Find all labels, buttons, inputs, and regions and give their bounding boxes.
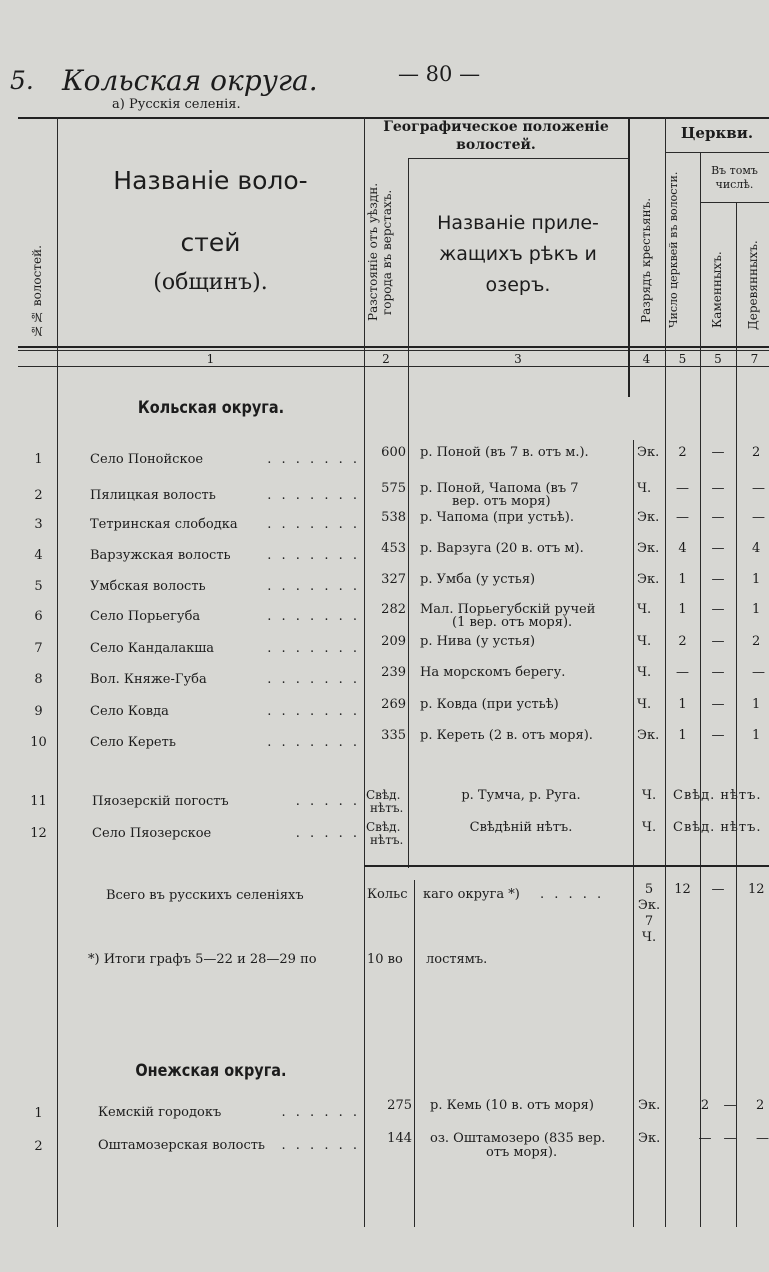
row-churches: 2 bbox=[678, 445, 687, 460]
row-wood: 1 bbox=[752, 697, 761, 712]
row-leader-dots: . . . . . . . bbox=[267, 488, 360, 503]
row-leader-dots: . . . . . . . bbox=[267, 735, 360, 750]
header-geo-group: Географическое положеніе волостей. bbox=[383, 119, 609, 153]
row-distance: 453 bbox=[381, 541, 406, 556]
row-stone: — bbox=[711, 602, 725, 617]
header-col-category: Разрядъ крестьянъ. bbox=[639, 197, 653, 323]
total-cat-3: 7 bbox=[644, 914, 654, 929]
total-mid: Кольс bbox=[367, 887, 408, 902]
header-col-number: №№ волостей. bbox=[30, 245, 44, 339]
row-distance: 275 bbox=[387, 1098, 412, 1113]
row-river: р. Нива (у устья) bbox=[420, 634, 536, 649]
total-cat-1: 5 bbox=[644, 882, 654, 897]
header-col-name-2: стей bbox=[180, 228, 241, 257]
total-rule bbox=[364, 865, 769, 867]
header-col-river-3: озеръ. bbox=[485, 274, 551, 296]
row-name: Село Порьегуба bbox=[90, 609, 201, 624]
row-category: Ч. bbox=[637, 602, 652, 617]
row-leader-dots: . . . . . . . bbox=[267, 704, 360, 719]
row-category: Ч. bbox=[637, 697, 652, 712]
colnum-6: 5 bbox=[714, 352, 722, 366]
row-category: Ч. bbox=[637, 665, 652, 680]
row-name: Пялицкая волость bbox=[90, 488, 216, 503]
col-line-6 bbox=[700, 152, 701, 1227]
header-church-group: Церкви. bbox=[680, 124, 754, 142]
row-stone: — bbox=[711, 510, 725, 525]
row-churches: 1 bbox=[678, 572, 687, 587]
total-wood: 12 bbox=[748, 882, 765, 897]
row-category: Эк. bbox=[637, 445, 660, 460]
row-churches: 1 bbox=[678, 728, 687, 743]
total-cat-2: Эк. bbox=[637, 898, 661, 913]
row-distance: 209 bbox=[381, 634, 406, 649]
row-stone: — bbox=[711, 665, 725, 680]
row-distance-cont: нѣтъ. bbox=[370, 833, 404, 847]
total-stone: — bbox=[711, 882, 725, 897]
page-number: — 80 — bbox=[398, 62, 481, 86]
row-river-cont: вер. отъ моря) bbox=[452, 494, 551, 509]
row-name: Умбская волость bbox=[90, 579, 206, 594]
row-leader-dots: . . . . . bbox=[295, 826, 360, 841]
colnum-1: 1 bbox=[206, 352, 215, 366]
header-col-wood: Деревянныхъ. bbox=[746, 240, 760, 330]
row-wood: 1 bbox=[752, 728, 761, 743]
row-river: р. Ковда (при устьѣ) bbox=[420, 697, 559, 712]
row-leader-dots: . . . . . . . bbox=[267, 609, 360, 624]
row-wood: — bbox=[752, 665, 765, 680]
row-category: Эк. bbox=[637, 541, 660, 556]
row-number: 1 bbox=[34, 452, 43, 467]
colnum-5: 5 bbox=[678, 352, 687, 366]
colnum-2: 2 bbox=[382, 352, 390, 366]
row-river: р. Чапома (при устьѣ). bbox=[420, 510, 574, 525]
header-col-name-3: (общинъ). bbox=[153, 270, 268, 295]
row-wood: 4 bbox=[752, 541, 761, 556]
row-distance: 575 bbox=[381, 481, 406, 496]
row-category: Ч. bbox=[641, 788, 657, 803]
row-distance: 327 bbox=[381, 572, 406, 587]
row-distance: Свѣд. bbox=[366, 820, 401, 834]
col-line-3b bbox=[414, 880, 415, 1227]
row-river: Свѣдѣній нѣтъ. bbox=[469, 820, 573, 835]
row-name: Село Кандалакша bbox=[90, 641, 215, 656]
row-churches: Свѣд. нѣтъ. bbox=[673, 820, 762, 835]
row-river: р. Поной (въ 7 в. отъ м.). bbox=[420, 445, 589, 460]
row-stone: — bbox=[723, 1098, 737, 1113]
row-wood: 1 bbox=[752, 572, 761, 587]
colnum-rule bbox=[18, 366, 769, 367]
row-wood: — bbox=[752, 481, 765, 496]
total-cat-4: Ч. bbox=[641, 930, 657, 945]
row-churches: 1 bbox=[678, 602, 687, 617]
header-bottom-rule bbox=[18, 346, 769, 348]
row-river-cont: (1 вер. отъ моря). bbox=[452, 615, 573, 630]
row-leader-dots: . . . . . . . bbox=[267, 672, 360, 687]
row-number: 11 bbox=[30, 794, 47, 809]
total-dots: . . . . . bbox=[540, 887, 605, 902]
row-churches: — bbox=[676, 481, 689, 496]
header-col-churches: Число церквей въ волости. bbox=[667, 171, 680, 329]
row-number: 2 bbox=[34, 1139, 43, 1154]
row-stone: — bbox=[711, 572, 725, 587]
row-river: На морскомъ берегу. bbox=[420, 665, 566, 680]
header-col-distance: Разстояніе отъ уѣздн. города въ верстахъ. bbox=[366, 182, 394, 322]
row-leader-dots: . . . . . . . bbox=[267, 641, 360, 656]
footnote-part-3: лостямъ. bbox=[426, 952, 488, 967]
row-category: Ч. bbox=[637, 481, 652, 496]
row-stone: — bbox=[711, 634, 725, 649]
row-churches: 2 bbox=[700, 1098, 710, 1113]
section-title-kola-text: Кольская округа. bbox=[137, 398, 284, 418]
row-churches: 1 bbox=[678, 697, 687, 712]
row-leader-dots: . . . . . . . bbox=[267, 452, 360, 467]
document-title: Кольская округа. bbox=[62, 64, 318, 97]
row-leader-dots: . . . . . . . bbox=[267, 548, 360, 563]
incl-sub-rule bbox=[700, 202, 769, 203]
total-churches: 12 bbox=[674, 882, 691, 897]
row-number: 10 bbox=[30, 735, 47, 750]
row-wood: — bbox=[756, 1131, 769, 1146]
total-mid-2: каго округа *) bbox=[423, 887, 520, 902]
section-title-kola bbox=[57, 398, 364, 418]
row-number: 1 bbox=[34, 1106, 43, 1121]
section-number: 5. bbox=[10, 66, 34, 95]
header-col-stone: Каменныхъ. bbox=[710, 251, 724, 329]
row-distance: 239 bbox=[381, 665, 406, 680]
row-distance: 144 bbox=[387, 1131, 412, 1146]
header-incl-group: Въ томъ числѣ. bbox=[711, 164, 758, 191]
row-stone: — bbox=[723, 1131, 737, 1146]
total-label: Всего въ русскихъ селеніяхъ bbox=[106, 888, 304, 903]
row-leader-dots: . . . . . . . bbox=[267, 579, 360, 594]
row-number: 3 bbox=[34, 517, 43, 532]
row-name: Тетринская слободка bbox=[90, 517, 238, 532]
row-number: 6 bbox=[34, 609, 43, 624]
row-name: Село Ковда bbox=[90, 704, 169, 719]
row-category: Эк. bbox=[638, 1098, 661, 1113]
row-river: р. Варзуга (20 в. отъ м). bbox=[420, 541, 584, 556]
row-river: р. Кереть (2 в. отъ моря). bbox=[420, 728, 593, 743]
footnote-part-1: *) Итоги графъ 5—22 и 28—29 по bbox=[88, 952, 317, 967]
subtitle: а) Русскія селенія. bbox=[112, 97, 241, 112]
row-number: 2 bbox=[34, 488, 43, 503]
row-leader-dots: . . . . . . . bbox=[267, 517, 360, 532]
row-category: Эк. bbox=[637, 728, 660, 743]
row-number: 5 bbox=[34, 579, 43, 594]
row-distance-cont: нѣтъ. bbox=[370, 801, 404, 815]
col-line-7 bbox=[736, 202, 737, 1227]
row-name: Вол. Княже-Губа bbox=[90, 672, 207, 687]
row-number: 4 bbox=[34, 548, 43, 563]
row-distance: 282 bbox=[381, 602, 406, 617]
footnote-part-2: 10 во bbox=[367, 952, 403, 967]
row-churches: — bbox=[698, 1131, 712, 1146]
row-river: р. Кемь (10 в. отъ моря) bbox=[430, 1098, 594, 1113]
row-distance: 335 bbox=[381, 728, 406, 743]
row-number: 12 bbox=[30, 826, 47, 841]
row-category: Ч. bbox=[641, 820, 657, 835]
row-number: 7 bbox=[34, 641, 43, 656]
row-category: Ч. bbox=[637, 634, 652, 649]
row-stone: — bbox=[711, 481, 725, 496]
church-sub-rule bbox=[665, 152, 769, 153]
row-river: оз. Оштамозеро (835 вер. bbox=[430, 1131, 606, 1146]
row-river: р. Тумча, р. Руга. bbox=[461, 788, 581, 803]
row-number: 9 bbox=[34, 704, 43, 719]
row-wood: 1 bbox=[752, 602, 761, 617]
row-number: 8 bbox=[34, 672, 43, 687]
row-distance: 269 bbox=[381, 697, 406, 712]
row-churches: — bbox=[676, 665, 689, 680]
row-churches: Свѣд. нѣтъ. bbox=[673, 788, 762, 803]
colnum-7: 7 bbox=[750, 352, 759, 366]
row-churches: — bbox=[676, 510, 689, 525]
row-name: Село Пяозерское bbox=[92, 826, 212, 841]
row-churches: 4 bbox=[678, 541, 687, 556]
row-distance: 538 bbox=[381, 510, 406, 525]
row-category: Эк. bbox=[638, 1131, 661, 1146]
colnum-3: 3 bbox=[514, 352, 522, 366]
row-name: Село Понойское bbox=[90, 452, 204, 467]
header-col-river-2: жащихъ рѣкъ и bbox=[439, 243, 597, 265]
row-name: Оштамозерская волость bbox=[98, 1138, 266, 1153]
row-wood: — bbox=[752, 510, 765, 525]
header-col-name-1: Названіе воло- bbox=[113, 166, 308, 195]
row-name: Кемскій городокъ bbox=[98, 1105, 222, 1120]
row-category: Эк. bbox=[637, 510, 660, 525]
row-category: Эк. bbox=[637, 572, 660, 587]
row-name: Варзужская волость bbox=[90, 548, 231, 563]
header-bottom-rule-2 bbox=[18, 350, 769, 351]
section-title-onega bbox=[57, 1061, 364, 1081]
row-stone: — bbox=[711, 445, 725, 460]
row-name: Село Кереть bbox=[90, 735, 176, 750]
row-stone: — bbox=[711, 697, 725, 712]
section-title-onega-text: Онежская округа. bbox=[134, 1061, 287, 1081]
row-churches: 2 bbox=[678, 634, 687, 649]
row-river: р. Умба (у устья) bbox=[420, 572, 536, 587]
row-distance: 600 bbox=[381, 445, 406, 460]
row-wood: 2 bbox=[752, 634, 761, 649]
colnum-4: 4 bbox=[642, 352, 651, 366]
row-distance: Свѣд. bbox=[366, 788, 401, 802]
row-wood: 2 bbox=[752, 445, 761, 460]
geo-sub-rule bbox=[408, 158, 628, 159]
row-river-cont: отъ моря). bbox=[486, 1145, 558, 1160]
row-name: Пяозерскій погостъ bbox=[92, 794, 229, 809]
row-leader-dots: . . . . . . bbox=[281, 1138, 360, 1153]
row-river: р. Поной, Чапома (въ 7 bbox=[420, 481, 579, 496]
header-col-river-1: Названіе приле- bbox=[437, 212, 599, 234]
row-wood: 2 bbox=[756, 1098, 765, 1113]
row-leader-dots: . . . . . bbox=[295, 794, 360, 809]
row-stone: — bbox=[711, 728, 725, 743]
row-stone: — bbox=[711, 541, 725, 556]
row-river: Мал. Порьегубскій ручей bbox=[420, 602, 596, 617]
row-leader-dots: . . . . . . bbox=[281, 1105, 360, 1120]
